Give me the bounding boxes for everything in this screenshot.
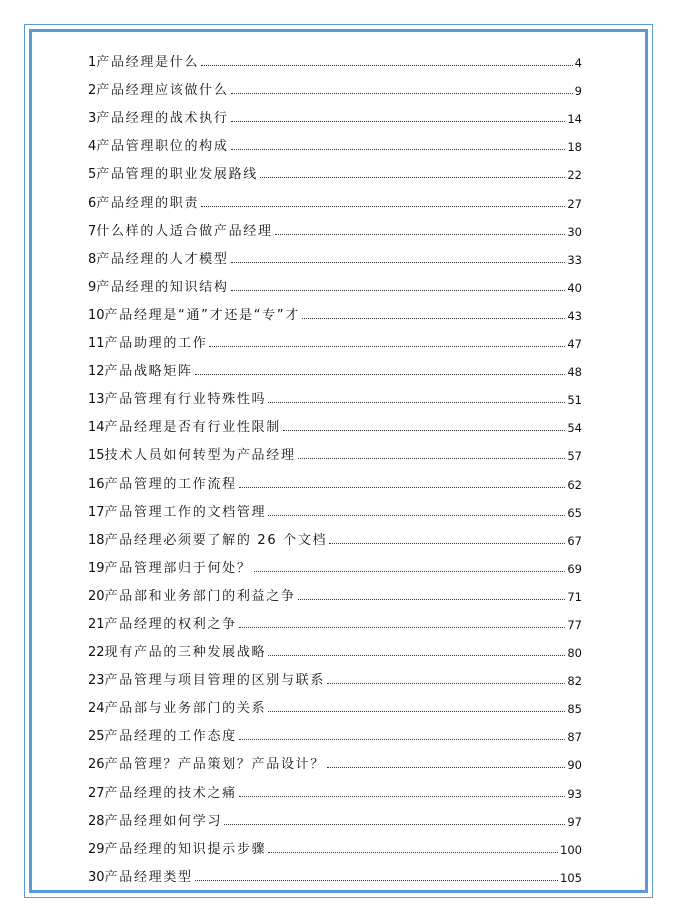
toc-entry-number: 7: [88, 223, 97, 239]
toc-entry-page-number: 71: [567, 589, 582, 604]
toc-entry[interactable]: [88, 323, 582, 351]
toc-dot-leader: [231, 148, 566, 150]
toc-entry[interactable]: [88, 463, 582, 491]
toc-entry-number: 26: [88, 757, 105, 773]
toc-entry-page-number: 33: [567, 252, 582, 267]
toc-entry-number: 25: [88, 729, 105, 745]
toc-entry-page-number: 77: [567, 617, 582, 632]
toc-entry[interactable]: [88, 379, 582, 407]
toc-entry[interactable]: [88, 576, 582, 604]
toc-entry-number: 10: [88, 307, 105, 323]
toc-entry-page-number: 105: [560, 870, 582, 885]
toc-entry-title: 什么样的人适合做产品经理: [96, 223, 273, 239]
toc-entry[interactable]: [88, 688, 582, 716]
toc-dot-leader: [268, 654, 565, 656]
toc-entry[interactable]: [88, 772, 582, 800]
toc-entry-page-number: 4: [574, 56, 582, 71]
toc-entry-number: 24: [88, 701, 105, 717]
toc-entry-title: 产品经理的工作态度: [104, 729, 237, 745]
toc-entry[interactable]: [88, 801, 582, 829]
toc-entry-number: 29: [88, 841, 105, 857]
toc-entry[interactable]: [88, 98, 582, 126]
toc-entry-title: 产品管理？产品策划？产品设计？: [104, 757, 326, 773]
toc-entry-number: 15: [88, 448, 105, 464]
toc-dot-leader: [231, 120, 566, 122]
toc-entry-number: 22: [88, 645, 105, 661]
toc-entry[interactable]: [88, 604, 582, 632]
toc-entry-page-number: 51: [567, 393, 582, 408]
toc-entry-title: 产品经理的战术执行: [96, 111, 229, 127]
toc-entry-title: 技术人员如何转型为产品经理: [104, 448, 296, 464]
toc-entry-number: 14: [88, 420, 105, 436]
toc-entry-page-number: 97: [567, 814, 582, 829]
toc-entry-number: 3: [88, 111, 97, 127]
toc-entry-title: 现有产品的三种发展战略: [104, 645, 267, 661]
toc-entry-number: 2: [88, 83, 97, 99]
toc-entry-page-number: 18: [567, 140, 582, 155]
toc-entry[interactable]: [88, 351, 582, 379]
toc-dot-leader: [268, 401, 565, 403]
toc-dot-leader: [231, 261, 566, 263]
toc-entry-title: 产品管理部归于何处？: [104, 560, 252, 576]
toc-entry-title: 产品管理的职业发展路线: [96, 167, 258, 183]
toc-entry-number: 11: [88, 336, 105, 352]
toc-entry-number: 18: [88, 532, 105, 548]
toc-dot-leader: [239, 626, 566, 628]
toc-entry-title: 产品战略矩阵: [104, 364, 193, 380]
toc-entry-number: 1: [88, 55, 97, 71]
toc-entry-number: 19: [88, 560, 105, 576]
toc-entry-page-number: 80: [567, 646, 582, 661]
toc-entry-title: 产品经理的知识提示步骤: [104, 841, 267, 857]
toc-dot-leader: [298, 598, 566, 600]
toc-dot-leader: [275, 233, 566, 235]
toc-entry-number: 16: [88, 476, 105, 492]
toc-dot-leader: [329, 542, 565, 544]
toc-entry-number: 17: [88, 504, 105, 520]
toc-entry-page-number: 62: [567, 477, 582, 492]
toc-dot-leader: [201, 64, 572, 66]
toc-entry-title: 产品管理的工作流程: [104, 476, 237, 492]
toc-entry-number: 8: [88, 251, 97, 267]
toc-entry-title: 产品管理工作的文档管理: [104, 504, 267, 520]
toc-entry-title: 产品管理职位的构成: [96, 139, 229, 155]
toc-entry[interactable]: [88, 492, 582, 520]
toc-entry-page-number: 93: [567, 786, 582, 801]
toc-dot-leader: [283, 429, 565, 431]
toc-entry-number: 23: [88, 673, 105, 689]
toc-entry-title: 产品经理是“通”才还是“专”才: [104, 307, 300, 323]
toc-dot-leader: [268, 851, 558, 853]
toc-entry-page-number: 27: [567, 196, 582, 211]
toc-entry-page-number: 48: [567, 365, 582, 380]
toc-entry-page-number: 82: [567, 674, 582, 689]
toc-entry[interactable]: [88, 407, 582, 435]
toc-entry-title: 产品经理如何学习: [104, 813, 223, 829]
toc-entry-title: 产品经理类型: [104, 869, 193, 885]
toc-entry-title: 产品经理的职责: [96, 195, 200, 211]
toc-entry[interactable]: [88, 295, 582, 323]
toc-entry-page-number: 9: [574, 84, 582, 99]
toc-dot-leader: [298, 457, 566, 459]
toc-entry[interactable]: [88, 126, 582, 154]
table-of-contents: [88, 42, 582, 885]
toc-entry-page-number: 67: [567, 533, 582, 548]
toc-entry-number: 27: [88, 785, 105, 801]
toc-entry-page-number: 100: [560, 842, 582, 857]
toc-entry-number: 5: [88, 167, 97, 183]
toc-entry[interactable]: [88, 632, 582, 660]
toc-dot-leader: [239, 486, 566, 488]
toc-entry-page-number: 30: [567, 224, 582, 239]
toc-entry-title: 产品经理的技术之痛: [104, 785, 237, 801]
toc-dot-leader: [327, 766, 565, 768]
toc-entry-title: 产品部与业务部门的关系: [104, 701, 267, 717]
toc-entry-title: 产品经理的人才模型: [96, 251, 229, 267]
toc-dot-leader: [201, 205, 565, 207]
toc-entry-number: 9: [88, 279, 97, 295]
toc-dot-leader: [260, 176, 565, 178]
toc-entry-title: 产品经理是什么: [96, 55, 200, 71]
toc-dot-leader: [231, 92, 573, 94]
toc-entry-number: 12: [88, 364, 105, 380]
toc-entry-title: 产品经理应该做什么: [96, 83, 229, 99]
toc-dot-leader: [231, 289, 566, 291]
toc-entry-title: 产品管理与项目管理的区别与联系: [104, 673, 326, 689]
toc-entry[interactable]: [88, 716, 582, 744]
toc-entry-number: 28: [88, 813, 105, 829]
toc-dot-leader: [239, 795, 566, 797]
toc-entry-number: 20: [88, 588, 105, 604]
toc-entry[interactable]: [88, 154, 582, 182]
toc-entry-title: 产品经理的知识结构: [96, 279, 229, 295]
toc-dot-leader: [195, 373, 566, 375]
toc-entry[interactable]: [88, 70, 582, 98]
toc-entry-title: 产品助理的工作: [104, 336, 208, 352]
toc-entry-page-number: 87: [567, 730, 582, 745]
toc-dot-leader: [327, 682, 565, 684]
toc-entry-page-number: 65: [567, 505, 582, 520]
toc-entry-page-number: 40: [567, 280, 582, 295]
toc-entry-page-number: 90: [567, 758, 582, 773]
toc-dot-leader: [268, 710, 565, 712]
toc-entry[interactable]: [88, 211, 582, 239]
toc-entry[interactable]: [88, 182, 582, 210]
toc-dot-leader: [209, 345, 565, 347]
toc-entry-page-number: 57: [567, 449, 582, 464]
toc-entry[interactable]: [88, 744, 582, 772]
toc-dot-leader: [268, 514, 565, 516]
toc-entry-title: 产品部和业务部门的利益之争: [104, 588, 296, 604]
toc-dot-leader: [224, 823, 565, 825]
toc-entry-title: 产品经理必须要了解的 26 个文档: [104, 532, 328, 548]
toc-entry[interactable]: [88, 267, 582, 295]
toc-entry-page-number: 14: [567, 112, 582, 127]
toc-entry-page-number: 43: [567, 308, 582, 323]
toc-entry[interactable]: [88, 857, 582, 885]
toc-entry-number: 6: [88, 195, 97, 211]
toc-entry[interactable]: [88, 520, 582, 548]
toc-entry-number: 21: [88, 616, 105, 632]
toc-entry[interactable]: [88, 239, 582, 267]
toc-dot-leader: [254, 570, 566, 572]
toc-entry-page-number: 54: [567, 421, 582, 436]
toc-entry-number: 13: [88, 392, 105, 408]
toc-dot-leader: [239, 738, 566, 740]
toc-entry[interactable]: [88, 660, 582, 688]
toc-entry-number: 30: [88, 869, 105, 885]
toc-entry-number: 4: [88, 139, 97, 155]
toc-dot-leader: [302, 317, 565, 319]
toc-entry-page-number: 22: [567, 168, 582, 183]
toc-entry-page-number: 85: [567, 702, 582, 717]
toc-entry[interactable]: [88, 435, 582, 463]
toc-entry[interactable]: [88, 548, 582, 576]
toc-dot-leader: [195, 879, 558, 881]
toc-entry-title: 产品经理是否有行业性限制: [104, 420, 281, 436]
toc-entry-title: 产品经理的权利之争: [104, 616, 237, 632]
toc-entry[interactable]: [88, 829, 582, 857]
toc-entry[interactable]: [88, 42, 582, 70]
toc-entry-title: 产品管理有行业特殊性吗: [104, 392, 267, 408]
toc-entry-page-number: 47: [567, 337, 582, 352]
toc-entry-page-number: 69: [567, 561, 582, 576]
